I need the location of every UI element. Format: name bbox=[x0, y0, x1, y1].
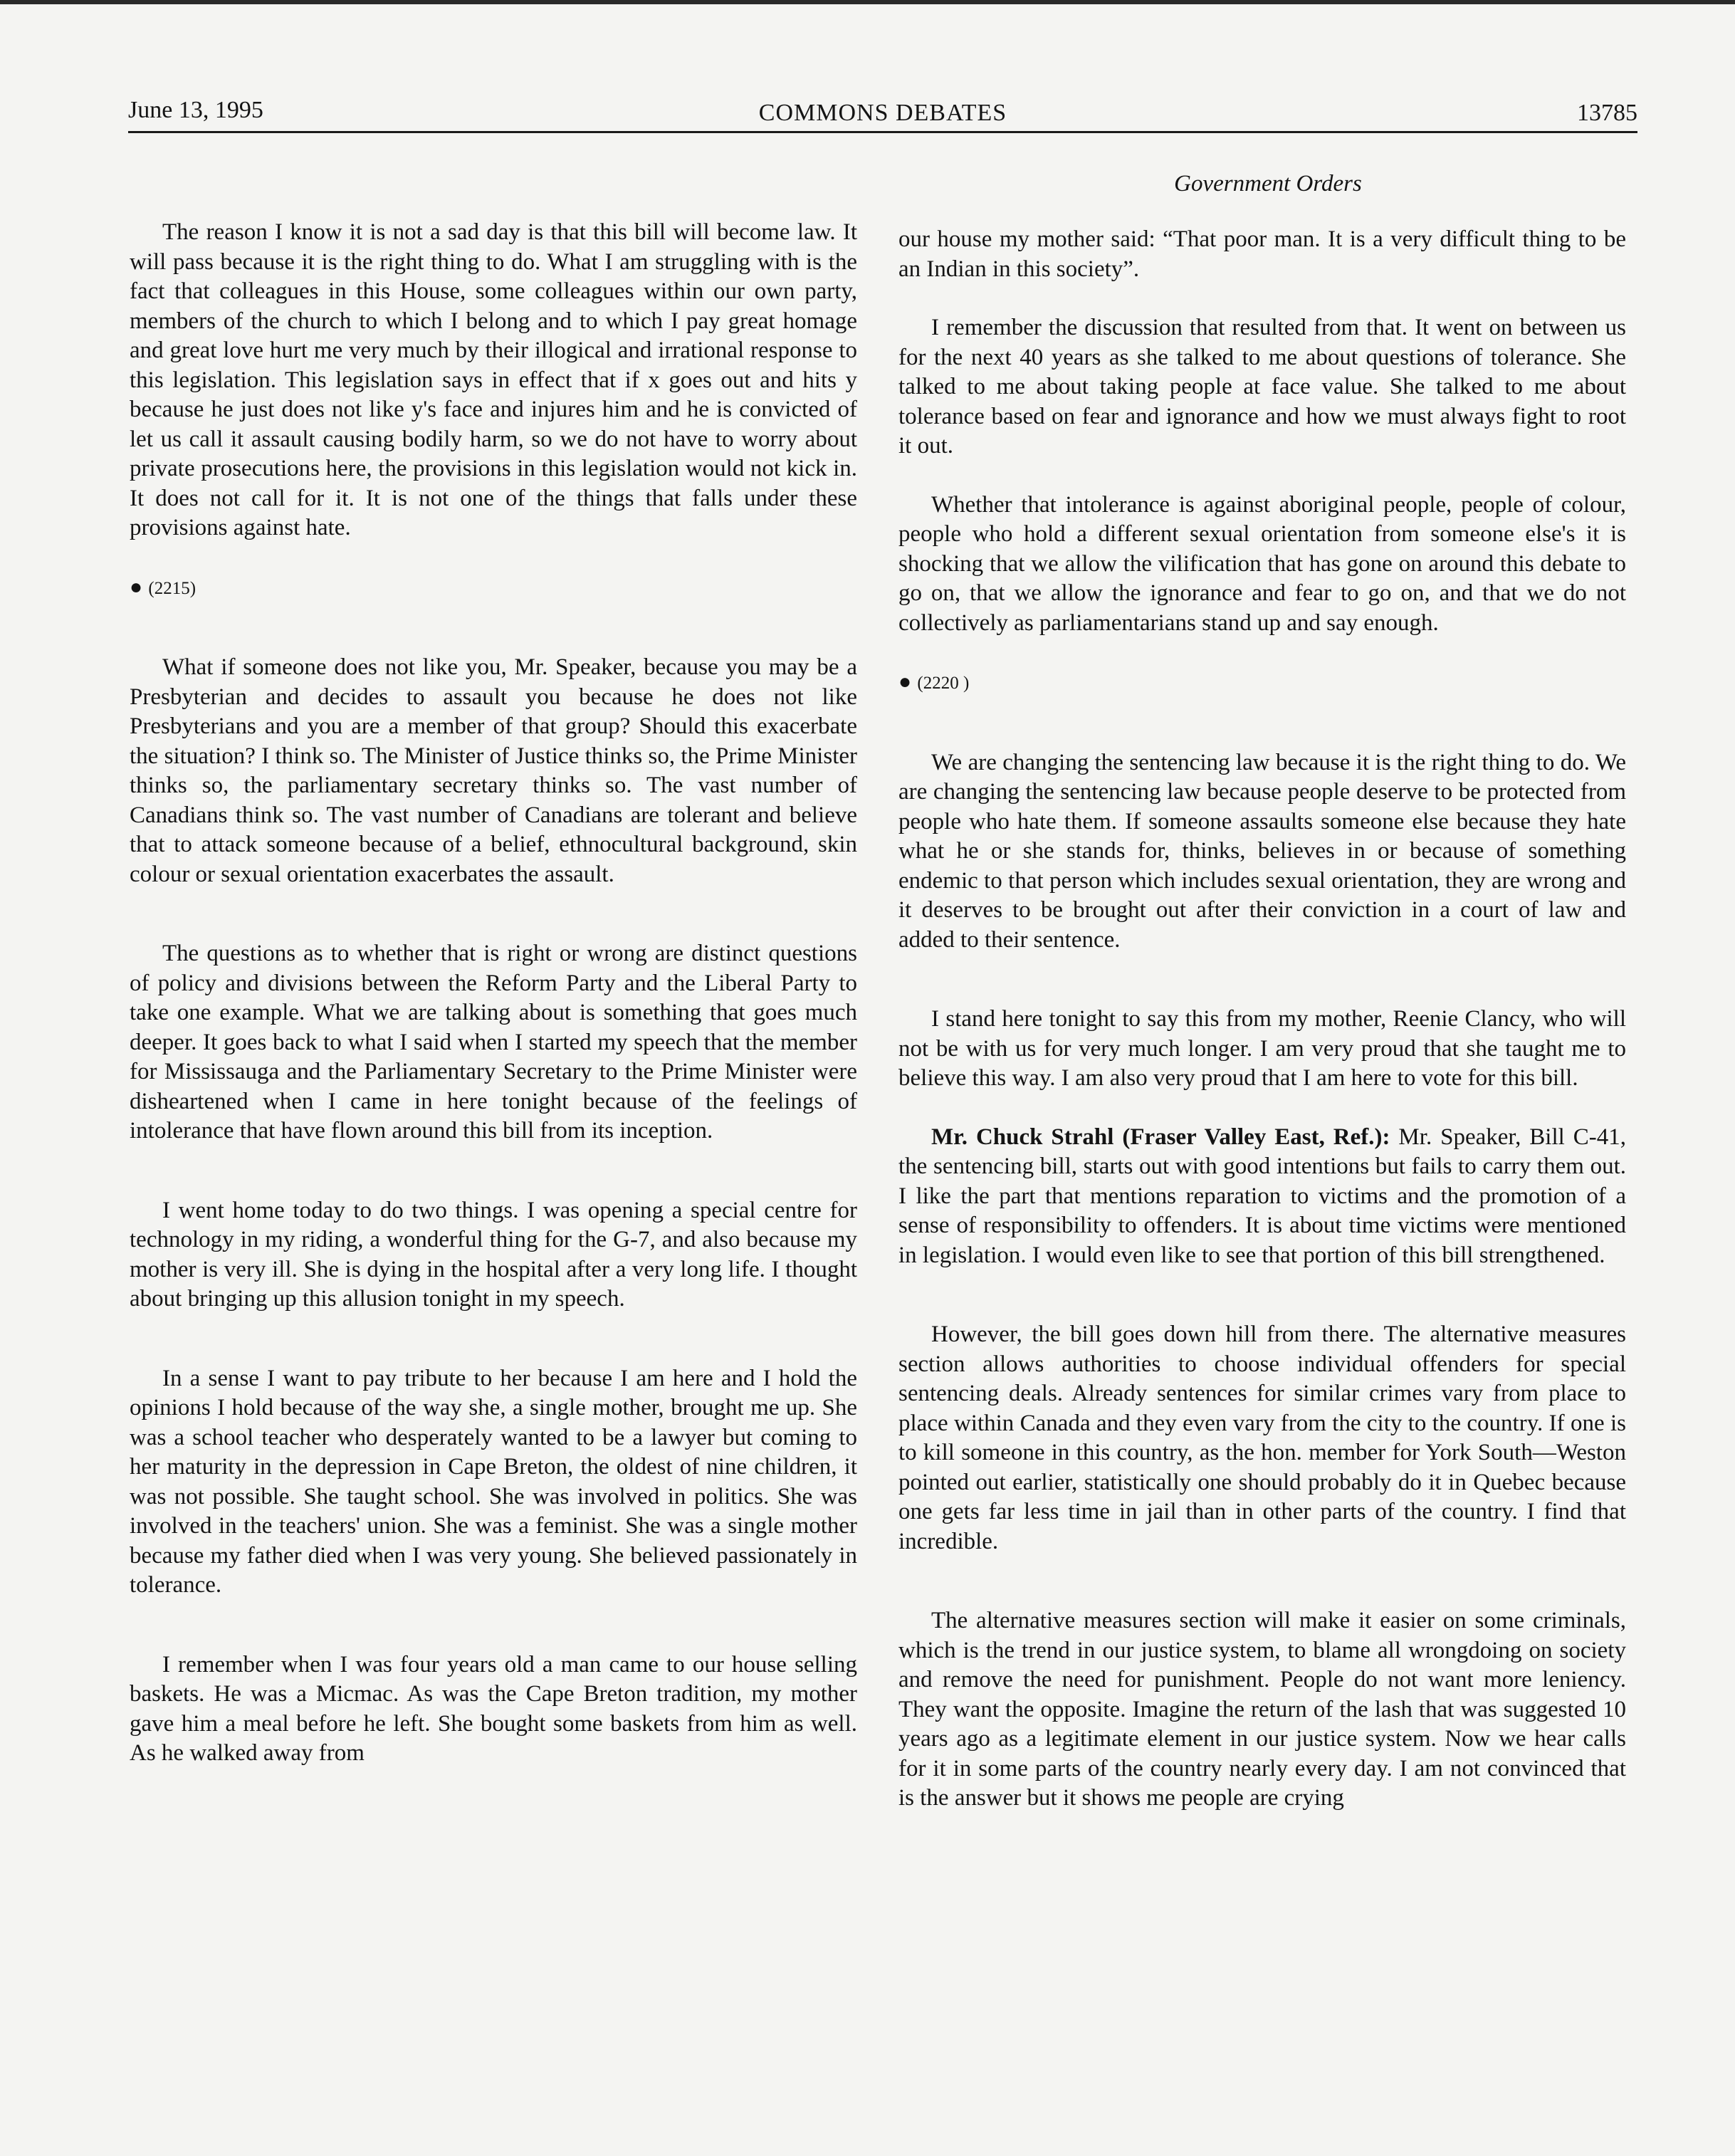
header-title: COMMONS DEBATES bbox=[758, 100, 1007, 126]
paragraph: I remember when I was four years old a man came to our house selling baskets. He was a Micmac. As was the Cape Breton tradition, my mother gave him a meal before he left. She bought some baskets from him as well. As he walked away from bbox=[130, 1651, 857, 1766]
right-column bbox=[898, 225, 1626, 1843]
header-date: June 13, 1995 bbox=[128, 97, 263, 123]
paragraph: However, the bill goes down hill from there. The alternative measures section allows authorities to choose individual offenders for special sentencing deals. Already sentences for similar crimes vary from place to place within Canada and they even vary from the city to the country. If one is to kill someone in this country, as the hon. member for York South—Weston pointed out earlier, statistically one should probably do it in Quebec because one gets far less time in jail than in other parts of the country. I find that incredible. bbox=[898, 1322, 1626, 1554]
paragraph: I stand here tonight to say this from my mother, Reenie Clancy, who will not be with us for very much longer. I am very proud that she taught me to believe this way. I am also very proud that I am here to vote for this bill. bbox=[898, 1006, 1626, 1091]
paragraph: The questions as to whether that is right or wrong are distinct questions of policy and divisions between the Reform Party and the Liberal Party to take one example. What we are talking about is something that goes much deeper. It goes back to what I said when I started my speech that the member for Mississauga and the Parliamentary Secretary to the Prime Minister were disheartened when I came in here tonight because of the feelings of intolerance that have flown around this bill from its inception. bbox=[130, 941, 857, 1144]
paragraph: our house my mother said: “That poor man. It is a very difficult thing to be an Indian in this society”. bbox=[898, 226, 1626, 282]
time-marker-label: (2215) bbox=[148, 578, 196, 598]
section-label: Government Orders bbox=[1174, 171, 1362, 197]
page-top-edge bbox=[0, 0, 1735, 4]
paragraph: The alternative measures section will make it easier on some criminals, which is the trend in our justice system, to blame all wrongdoing on society and remove the need for punishment. People do not want more leniency. They want the opposite. Imagine the return of the lash that was suggested 10 years ago as a legitimate element in our justice system. Now we hear calls for it in some parts of the country nearly every day. I am not convinced that is the answer but it shows me people are crying bbox=[898, 1608, 1626, 1811]
time-marker bbox=[130, 572, 857, 604]
speaker-name: Mr. Chuck Strahl (Fraser Valley East, Ref.): bbox=[931, 1124, 1390, 1150]
paragraph: Whether that intolerance is against aboriginal people, people of colour, people who hold a different sexual orientation from someone else's it is shocking that we allow the vilification that has gone on around this debate to go on, that we allow the ignorance and fear to go on, and that we do not collectively as parliamentarians stand up and say enough. bbox=[898, 491, 1626, 636]
bullet-icon: ● bbox=[130, 575, 143, 599]
time-marker-label: (2220 ) bbox=[917, 674, 970, 693]
paragraph: We are changing the sentencing law because it is the right thing to do. We are changing the sentencing law because people deserve to be protected from people who hate them. If someone assaults someone else because they hate what he or she stands for, thinks, believes in or because of something endemic to that person which includes sexual orientation, they are wrong and it deserves to be brought out after their conviction in a court of law and added to their sentence. bbox=[898, 749, 1626, 953]
paragraph: I remember the discussion that resulted from that. It went on between us for the next 40 years as she talked to me about questions of tolerance. She talked to me about taking people at face value. She talked to me about tolerance based on fear and ignorance and how we must always fight to root it out. bbox=[898, 315, 1626, 459]
time-marker bbox=[898, 667, 1626, 698]
paragraph: In a sense I want to pay tribute to her because I am here and I hold the opinions I hold because of the way she, a single mother, brought me up. She was a school teacher who desperately wanted to be a lawyer but coming to her maturity in the depression in Cape Breton, the oldest of nine children, it was not possible. She taught school. She was involved in politics. She was involved in the teachers' union. She was a feminist. She was a single mother because my father died when I was very young. She believed passionately in tolerance. bbox=[130, 1365, 857, 1598]
paragraph: The reason I know it is not a sad day is that this bill will become law. It will pass because it is the right thing to do. What I am struggling with is the fact that colleagues in this House, some colleagues within our own party, members of the church to which I belong and to which I pay great homage and great love hurt me very much by their illogical and irrational response to this legislation. This legislation says in effect that if x goes out and hits y because he just does not like y's face and injures him and he is convicted of let us call it assault causing bodily harm, so we do not have to worry about private prosecutions here, the provisions in this legislation would not kick in. It does not call for it. It is not one of the things that falls under these provisions against hate. bbox=[130, 219, 857, 540]
speech-text: Mr. Speaker, Bill C-41, the sentencing bill, starts out with good intentions but fails to carry them out. I like the part that mentions reparation to victims and the promotion of a sense of responsibility to offenders. It is about time victims were mentioned in legislation. I would even like to see that portion of this bill strengthened. bbox=[898, 1124, 1626, 1268]
speech-paragraph bbox=[898, 1123, 1626, 1271]
paragraph: What if someone does not like you, Mr. Speaker, because you may be a Presbyterian and decides to assault you because he does not like Presbyterians and you are a member of that group? Should this exacerbate the situation? I think so. The Minister of Justice thinks so, the Prime Minister thinks so, the parliamentary secretary thinks so. The vast number of Canadians think so. The vast number of Canadians are tolerant and believe that to attack someone because of a belief, ethnocultural background, skin colour or sexual orientation exacerbates the assault. bbox=[130, 654, 857, 887]
page-header bbox=[128, 91, 1637, 134]
left-column bbox=[130, 218, 857, 1798]
paragraph: I went home today to do two things. I was opening a special centre for technology in my riding, a wonderful thing for the G-7, and also because my mother is very ill. She is dying in the hospital after a very long life. I thought about bringing up this allusion tonight in my speech. bbox=[130, 1197, 857, 1312]
header-rule bbox=[128, 131, 1637, 133]
header-page-number: 13785 bbox=[1577, 100, 1637, 126]
bullet-icon: ● bbox=[898, 670, 912, 694]
